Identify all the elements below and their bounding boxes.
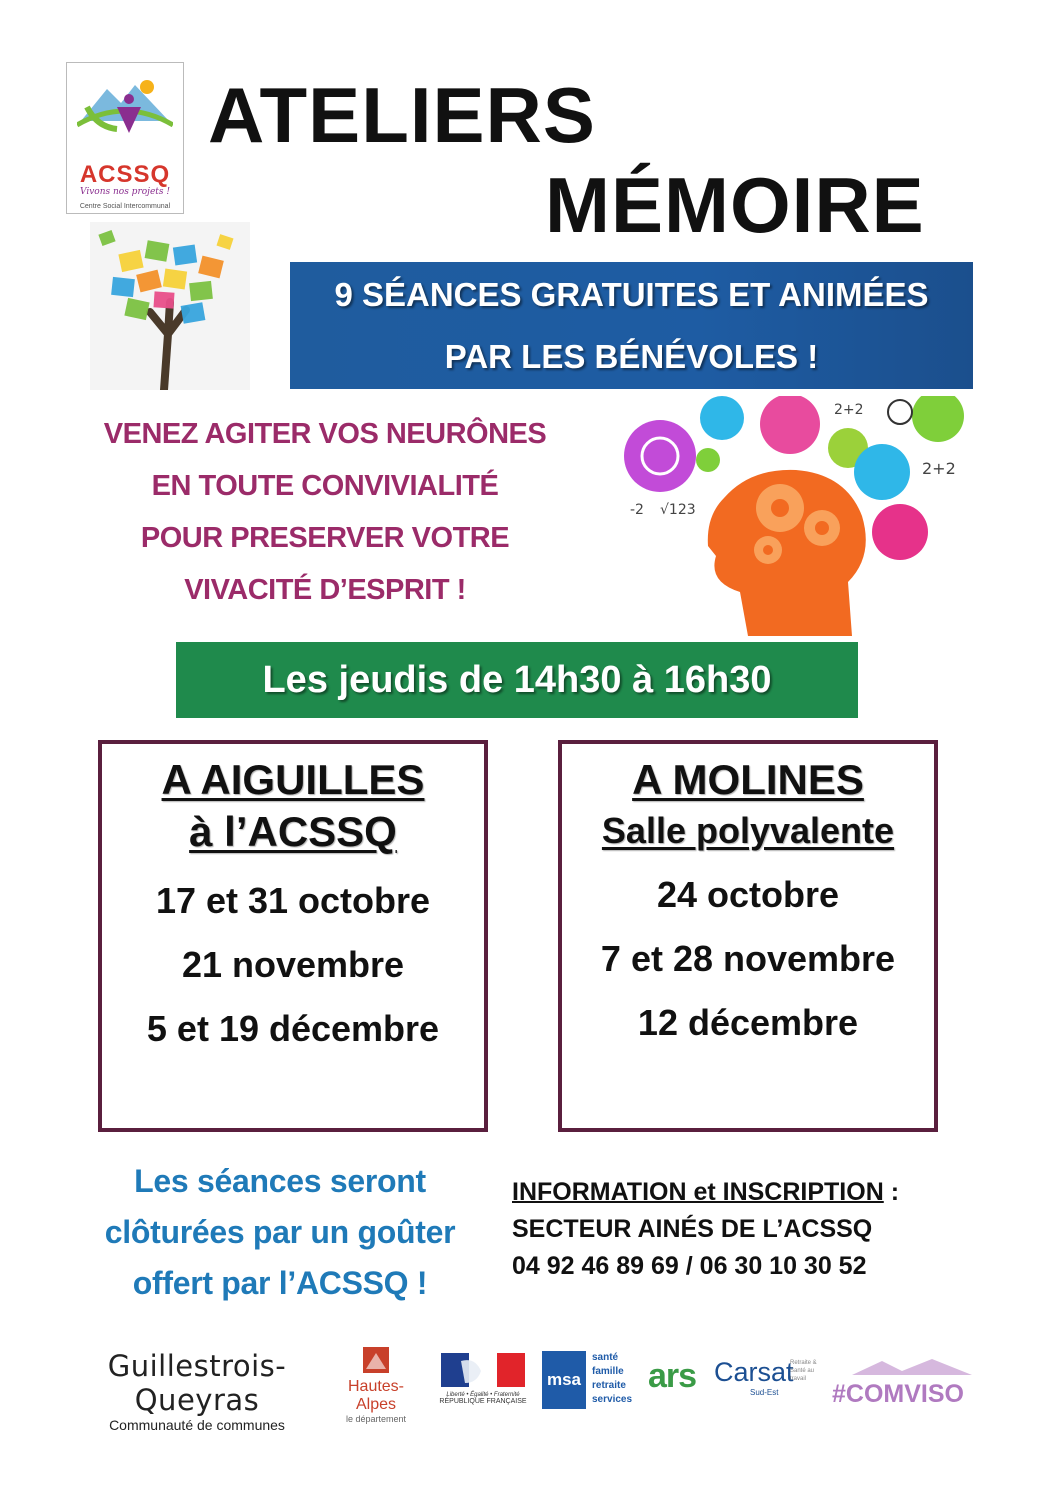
venue-heading: A AIGUILLES — [161, 756, 425, 803]
svg-text:2+2: 2+2 — [834, 402, 864, 418]
svg-text:√123: √123 — [660, 502, 696, 518]
comviso-mountains-icon — [852, 1359, 972, 1375]
title-line-2: MÉMOIRE — [545, 161, 925, 249]
partner-logos — [60, 1345, 1000, 1433]
schedule-bar: Les jeudis de 14h30 à 16h30 — [176, 642, 858, 718]
hautes-alpes-name: Hautes-Alpes — [347, 1378, 405, 1413]
comviso-name: #COMVISO — [832, 1380, 964, 1408]
info-heading: INFORMATION et INSCRIPTION — [512, 1178, 884, 1206]
logo-subtitle: Centre Social Intercommunal — [79, 203, 171, 210]
invite-line: POUR PRESERVER VOTRE — [140, 522, 510, 554]
tree-illustration — [90, 222, 250, 390]
invite-line: VENEZ AGITER VOS NEURÔNES — [103, 418, 547, 450]
venue-heading: A MOLINES — [632, 756, 864, 803]
msa-line: famille — [592, 1366, 624, 1377]
hautes-alpes-sub: le département — [345, 1414, 407, 1424]
hautes-alpes-emblem-icon — [363, 1347, 389, 1373]
venue-molines — [558, 740, 938, 1132]
venue-date: 5 et 19 décembre — [146, 1008, 440, 1049]
logo-brand: ACSSQ — [79, 161, 171, 188]
info-phones: 04 92 46 89 69 / 06 30 10 30 52 — [512, 1252, 867, 1280]
gq-sub: Communauté de communes — [109, 1417, 285, 1433]
carsat-name: Carsat — [714, 1357, 794, 1387]
hautes-alpes-logo — [328, 1347, 424, 1424]
venue-date: 17 et 31 octobre — [155, 880, 431, 921]
title-line-1: ATELIERS — [208, 71, 596, 159]
venue-aiguilles — [98, 740, 488, 1132]
msa-line: santé — [592, 1352, 619, 1363]
info-heading-suffix: : — [883, 1178, 900, 1206]
msa-mark: msa — [542, 1351, 586, 1409]
invite-line: EN TOUTE CONVIVIALITÉ — [151, 470, 499, 502]
ars-mark: ars — [648, 1357, 697, 1395]
logo-slogan: Vivons nos projets ! — [79, 187, 170, 197]
info-block — [512, 1174, 992, 1285]
msa-line: retraite — [592, 1380, 626, 1391]
carsat-sub: Sud-Est — [750, 1388, 779, 1397]
closing-line: offert par l’ACSSQ ! — [132, 1265, 428, 1301]
closing-line: Les séances seront — [134, 1163, 426, 1199]
venue-date: 24 octobre — [656, 874, 840, 915]
venue-date: 21 novembre — [181, 944, 405, 985]
ars-logo — [648, 1357, 708, 1407]
carsat-tag: Retraite & Santé au travail — [790, 1360, 817, 1382]
msa-logo — [542, 1351, 642, 1409]
brain-head-illustration — [600, 396, 975, 636]
svg-text:-2: -2 — [630, 502, 644, 518]
comviso-logo — [832, 1359, 982, 1409]
closing-line: clôturées par un goûter — [104, 1214, 456, 1250]
venue-subheading: à l’ACSSQ — [189, 808, 397, 855]
svg-text:2+2: 2+2 — [922, 459, 956, 478]
banner-line-2: PAR LES BÉNÉVOLES ! — [444, 338, 819, 375]
free-sessions-banner — [290, 262, 973, 389]
venue-date: 7 et 28 novembre — [600, 938, 896, 979]
closing-text — [70, 1156, 490, 1309]
rf-name: RÉPUBLIQUE FRANÇAISE — [439, 1398, 527, 1405]
mountain-figure-icon — [77, 77, 173, 137]
invite-text — [60, 408, 590, 616]
rf-motto: Liberté • Égalité • Fraternité — [446, 1392, 520, 1398]
info-sector: SECTEUR AINÉS DE L’ACSSQ — [512, 1215, 873, 1243]
banner-line-1: 9 SÉANCES GRATUITES ET ANIMÉES — [334, 276, 929, 313]
venue-date: 12 décembre — [637, 1002, 859, 1043]
invite-line: VIVACITÉ D’ESPRIT ! — [184, 574, 466, 606]
venue-subheading: Salle polyvalente — [601, 810, 895, 851]
acssq-logo — [66, 62, 184, 214]
guillestrois-queyras-logo — [72, 1349, 322, 1433]
marianne-flag-icon — [441, 1353, 525, 1387]
carsat-logo — [714, 1357, 826, 1397]
msa-line: services — [592, 1394, 633, 1405]
gq-name: Guillestrois-Queyras — [107, 1349, 287, 1417]
republique-francaise-logo — [438, 1353, 528, 1405]
